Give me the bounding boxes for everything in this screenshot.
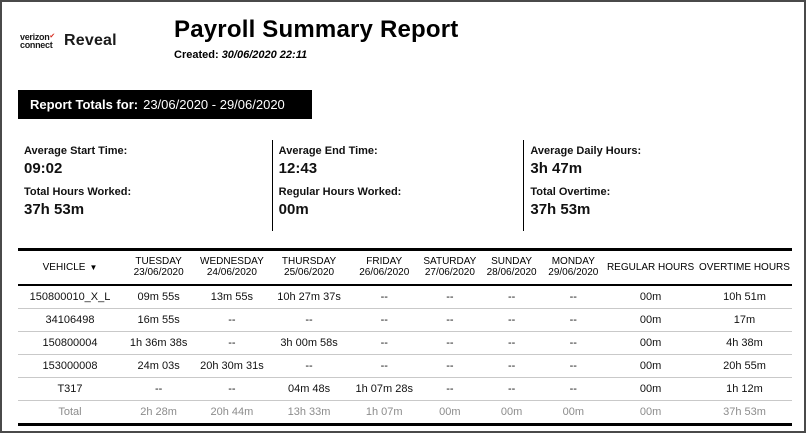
day-date: 23/06/2020 <box>133 267 184 278</box>
regular-hours-cell: 00m <box>604 355 697 378</box>
verizon-text: verizon✔ <box>20 32 55 42</box>
day-name: MONDAY <box>551 256 595 267</box>
column-header-saturday <box>419 250 481 286</box>
day-value-cell: 16m 55s <box>122 309 195 332</box>
reveal-wordmark: Reveal <box>64 32 117 49</box>
day-value-cell: 09m 55s <box>122 285 195 309</box>
day-value-cell: -- <box>122 378 195 401</box>
day-value-cell: 04m 48s <box>269 378 350 401</box>
day-value-cell: -- <box>269 309 350 332</box>
column-header-vehicle[interactable] <box>18 250 122 286</box>
day-value-cell: -- <box>419 378 481 401</box>
verizon-connect-logo <box>20 32 117 50</box>
summary-column-2 <box>272 140 524 231</box>
day-value-cell: -- <box>481 355 543 378</box>
summary-column-1 <box>18 140 272 231</box>
average-start-time-value: 09:02 <box>24 160 63 177</box>
column-header-overtime-hours: OVERTIME HOURS <box>697 250 792 286</box>
overtime-hours-cell: 10h 51m <box>697 285 792 309</box>
day-value-cell: 13m 55s <box>195 285 268 309</box>
day-value-cell: -- <box>195 378 268 401</box>
regular-hours-cell: 00m <box>604 332 697 355</box>
created-timestamp <box>174 49 459 61</box>
day-value-cell: -- <box>350 355 419 378</box>
total-regular-hours-cell: 00m <box>604 401 697 425</box>
day-date: 25/06/2020 <box>284 267 335 278</box>
day-date: 28/06/2020 <box>486 267 537 278</box>
vehicle-cell: 150800004 <box>18 332 122 355</box>
day-name: WEDNESDAY <box>200 256 264 267</box>
summary-column-3 <box>523 140 788 231</box>
report-totals-bar <box>18 90 312 119</box>
day-value-cell: 1h 36m 38s <box>122 332 195 355</box>
day-value-cell: -- <box>195 309 268 332</box>
vehicle-header-label: VEHICLE <box>42 261 86 273</box>
vehicle-cell: 150800010_X_L <box>18 285 122 309</box>
column-header-regular-hours: REGULAR HOURS <box>604 250 697 286</box>
day-value-cell: 20h 30m 31s <box>195 355 268 378</box>
day-name: SATURDAY <box>423 256 477 267</box>
day-value-cell: -- <box>419 355 481 378</box>
created-label: Created: <box>174 49 219 61</box>
day-value-cell: -- <box>350 285 419 309</box>
page-title: Payroll Summary Report <box>174 16 459 43</box>
column-header-sunday <box>481 250 543 286</box>
total-day-cell: 13h 33m <box>269 401 350 425</box>
day-value-cell: -- <box>481 332 543 355</box>
day-name: THURSDAY <box>281 256 337 267</box>
sort-descending-icon: ▼ <box>89 262 98 272</box>
total-day-cell: 20h 44m <box>195 401 268 425</box>
overtime-hours-cell: 20h 55m <box>697 355 792 378</box>
day-name: FRIDAY <box>366 256 403 267</box>
report-totals-label: Report Totals for: <box>30 97 139 112</box>
total-overtime-hours-cell: 37h 53m <box>697 401 792 425</box>
average-daily-hours-value: 3h 47m <box>530 160 583 177</box>
day-value-cell: 24m 03s <box>122 355 195 378</box>
column-header-friday <box>350 250 419 286</box>
day-value-cell: -- <box>350 309 419 332</box>
table-row <box>18 378 792 401</box>
summary-section <box>18 140 788 231</box>
total-overtime-label: Total Overtime: <box>530 186 611 198</box>
day-value-cell: -- <box>481 378 543 401</box>
day-value-cell: 1h 07m 28s <box>350 378 419 401</box>
total-day-cell: 1h 07m <box>350 401 419 425</box>
vehicle-cell: T317 <box>18 378 122 401</box>
day-value-cell: -- <box>542 378 604 401</box>
regular-hours-cell: 00m <box>604 378 697 401</box>
column-header-wednesday <box>195 250 268 286</box>
table-row <box>18 355 792 378</box>
table-row <box>18 332 792 355</box>
report-date-range: 23/06/2020 - 29/06/2020 <box>143 97 285 112</box>
table-header-row <box>18 250 792 286</box>
created-value: 30/06/2020 22:11 <box>221 49 308 61</box>
day-date: 29/06/2020 <box>548 267 599 278</box>
day-value-cell: 10h 27m 37s <box>269 285 350 309</box>
total-row <box>18 401 792 425</box>
total-day-cell: 00m <box>481 401 543 425</box>
day-value-cell: -- <box>481 309 543 332</box>
average-start-time-label: Average Start Time: <box>24 145 128 157</box>
vehicle-cell: 34106498 <box>18 309 122 332</box>
verizon-connect-wordmark <box>20 33 55 49</box>
day-name: TUESDAY <box>135 256 182 267</box>
total-hours-worked-value: 37h 53m <box>24 201 85 218</box>
total-overtime-value: 37h 53m <box>530 201 591 218</box>
overtime-hours-cell: 1h 12m <box>697 378 792 401</box>
regular-hours-worked-value: 00m <box>278 201 309 218</box>
day-value-cell: -- <box>542 285 604 309</box>
day-value-cell: 3h 00m 58s <box>269 332 350 355</box>
connect-text: connect <box>20 40 53 50</box>
regular-hours-worked-label: Regular Hours Worked: <box>278 186 402 198</box>
overtime-hours-cell: 17m <box>697 309 792 332</box>
day-value-cell: -- <box>542 355 604 378</box>
day-value-cell: -- <box>269 355 350 378</box>
average-end-time-label: Average End Time: <box>278 145 378 157</box>
column-header-tuesday <box>122 250 195 286</box>
day-value-cell: -- <box>542 332 604 355</box>
total-hours-worked-label: Total Hours Worked: <box>24 186 132 198</box>
day-name: SUNDAY <box>491 256 533 267</box>
payroll-table <box>18 248 792 426</box>
table-row <box>18 285 792 309</box>
day-value-cell: -- <box>481 285 543 309</box>
column-header-monday <box>542 250 604 286</box>
day-date: 27/06/2020 <box>424 267 475 278</box>
day-value-cell: -- <box>195 332 268 355</box>
day-value-cell: -- <box>350 332 419 355</box>
day-value-cell: -- <box>419 309 481 332</box>
day-date: 26/06/2020 <box>359 267 410 278</box>
total-day-cell: 2h 28m <box>122 401 195 425</box>
verizon-checkmark-icon: ✔ <box>49 33 55 40</box>
report-header <box>2 2 804 64</box>
title-block <box>174 16 459 61</box>
regular-hours-cell: 00m <box>604 285 697 309</box>
regular-hours-cell: 00m <box>604 309 697 332</box>
vehicle-cell: 153000008 <box>18 355 122 378</box>
total-day-cell: 00m <box>542 401 604 425</box>
column-header-thursday <box>269 250 350 286</box>
day-date: 24/06/2020 <box>206 267 257 278</box>
day-value-cell: -- <box>419 332 481 355</box>
day-value-cell: -- <box>419 285 481 309</box>
day-value-cell: -- <box>542 309 604 332</box>
average-end-time-value: 12:43 <box>278 160 318 177</box>
overtime-hours-cell: 4h 38m <box>697 332 792 355</box>
total-label-cell: Total <box>18 401 122 425</box>
total-day-cell: 00m <box>419 401 481 425</box>
average-daily-hours-label: Average Daily Hours: <box>530 145 642 157</box>
table-row <box>18 309 792 332</box>
